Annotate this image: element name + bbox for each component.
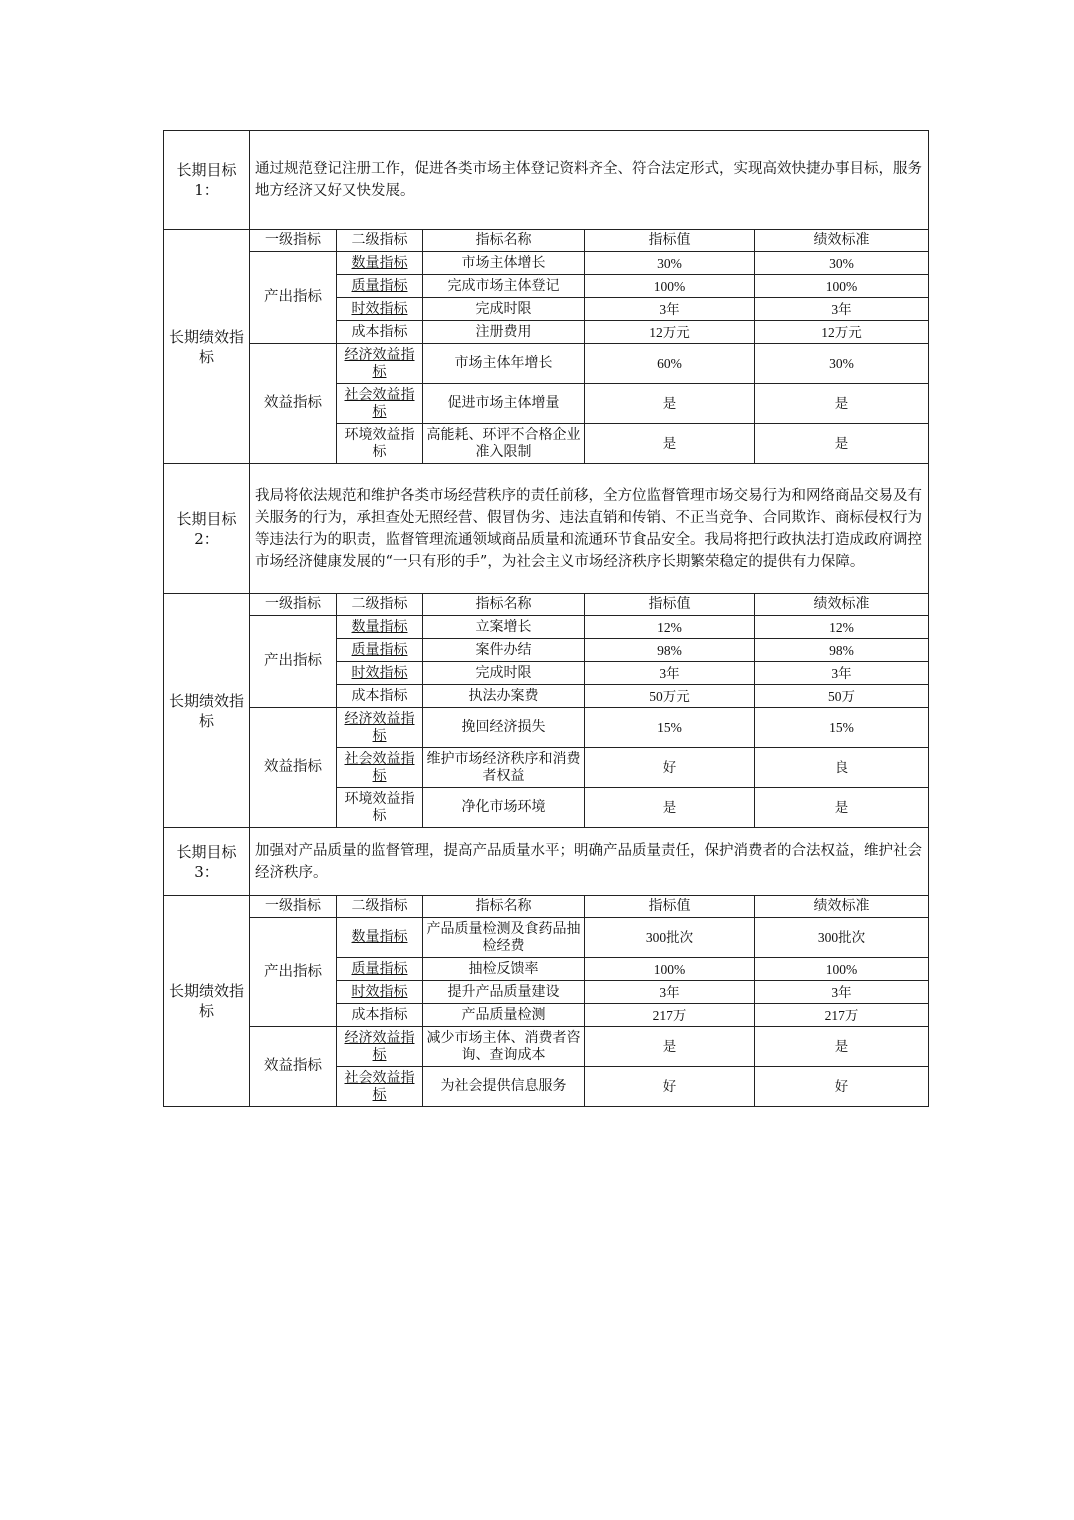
column-header: 二级指标 [337, 230, 423, 252]
level2-label: 质量指标 [351, 641, 408, 658]
indicator-value-cell: 是 [585, 788, 755, 828]
performance-standard-cell: 217万 [755, 1004, 929, 1027]
level2-cell [337, 424, 423, 464]
level2-cell [337, 748, 423, 788]
goal-label: 长期目标3： [164, 828, 250, 896]
perf-label: 长期绩效指标 [164, 594, 250, 828]
header-row [164, 896, 929, 918]
indicator-name-cell: 抽检反馈率 [423, 958, 585, 981]
table-row [164, 1027, 929, 1067]
indicator-value-cell: 100% [585, 958, 755, 981]
indicator-name-cell: 完成时限 [423, 298, 585, 321]
level2-label: 经济效益指标 [344, 710, 415, 744]
level2-cell [337, 662, 423, 685]
indicator-value-cell: 98% [585, 639, 755, 662]
level2-cell [337, 344, 423, 384]
indicator-name-cell: 案件办结 [423, 639, 585, 662]
level2-label: 时效指标 [351, 300, 408, 317]
performance-standard-cell: 12万元 [755, 321, 929, 344]
indicator-name-cell: 减少市场主体、消费者咨询、查询成本 [423, 1027, 585, 1067]
indicator-name-cell: 维护市场经济秩序和消费者权益 [423, 748, 585, 788]
level2-label: 经济效益指标 [344, 1029, 415, 1063]
indicator-value-cell: 30% [585, 252, 755, 275]
perf-label: 长期绩效指标 [164, 230, 250, 464]
performance-standard-cell: 是 [755, 384, 929, 424]
indicator-name-cell: 完成时限 [423, 662, 585, 685]
performance-standard-cell: 3年 [755, 298, 929, 321]
indicator-value-cell: 15% [585, 708, 755, 748]
performance-standard-cell: 良 [755, 748, 929, 788]
goal-row [164, 828, 929, 896]
indicator-value-cell: 好 [585, 1067, 755, 1107]
header-row [164, 230, 929, 252]
indicator-value-cell: 3年 [585, 298, 755, 321]
indicator-name-cell: 高能耗、环评不合格企业准入限制 [423, 424, 585, 464]
level2-cell [337, 639, 423, 662]
indicator-value-cell: 12万元 [585, 321, 755, 344]
column-header: 一级指标 [250, 896, 337, 918]
level2-label: 环境效益指标 [344, 790, 415, 824]
column-header: 指标值 [585, 594, 755, 616]
goal-row [164, 464, 929, 594]
level2-cell [337, 321, 423, 344]
column-header: 一级指标 [250, 594, 337, 616]
indicator-value-cell: 60% [585, 344, 755, 384]
column-header: 绩效标准 [755, 594, 929, 616]
indicator-value-cell: 好 [585, 748, 755, 788]
indicator-name-cell: 完成市场主体登记 [423, 275, 585, 298]
level1-cell: 效益指标 [250, 344, 337, 464]
level2-cell [337, 958, 423, 981]
performance-standard-cell: 300批次 [755, 918, 929, 958]
indicator-name-cell: 净化市场环境 [423, 788, 585, 828]
performance-standard-cell: 50万 [755, 685, 929, 708]
level1-cell: 产出指标 [250, 918, 337, 1027]
level2-cell [337, 685, 423, 708]
indicator-value-cell: 217万 [585, 1004, 755, 1027]
level1-cell: 效益指标 [250, 708, 337, 828]
performance-standard-cell: 100% [755, 958, 929, 981]
indicator-name-cell: 促进市场主体增量 [423, 384, 585, 424]
goal-label: 长期目标2： [164, 464, 250, 594]
indicator-name-cell: 执法办案费 [423, 685, 585, 708]
goal-text: 我局将依法规范和维护各类市场经营秩序的责任前移，全方位监督管理市场交易行为和网络商品交易及有关服务的行为，承担查处无照经营、假冒伪劣、违法直销和传销、不正当竞争、合同欺诈、商标侵权行为等违法行为的职责，监督管理流通领域商品质量和流通环节食品安全。我局将把行政执法打造成政府调控市场经济健康发展的“一只有形的手”，为社会主义市场经济秩序长期繁荣稳定的提供有力保障。 [250, 464, 929, 594]
level2-label: 数量指标 [351, 929, 408, 945]
level2-label: 社会效益指标 [344, 750, 415, 784]
level2-label: 成本指标 [351, 687, 408, 704]
level2-label: 社会效益指标 [344, 1069, 415, 1103]
level2-cell [337, 252, 423, 275]
column-header: 指标值 [585, 896, 755, 918]
performance-standard-cell: 是 [755, 1027, 929, 1067]
column-header: 指标名称 [423, 896, 585, 918]
goal-text: 加强对产品质量的监督管理，提高产品质量水平；明确产品质量责任，保护消费者的合法权益，维护社会经济秩序。 [250, 828, 929, 896]
goal-row [164, 131, 929, 230]
level2-label: 经济效益指标 [344, 346, 415, 380]
indicator-value-cell: 3年 [585, 662, 755, 685]
level2-cell [337, 981, 423, 1004]
column-header: 绩效标准 [755, 230, 929, 252]
indicator-value-cell: 是 [585, 384, 755, 424]
performance-standard-cell: 100% [755, 275, 929, 298]
performance-standard-cell: 好 [755, 1067, 929, 1107]
performance-standard-cell: 3年 [755, 662, 929, 685]
performance-standard-cell: 30% [755, 344, 929, 384]
column-header: 二级指标 [337, 594, 423, 616]
level2-label: 数量指标 [351, 254, 408, 271]
level2-label: 社会效益指标 [344, 386, 415, 420]
table-row [164, 344, 929, 384]
table-row [164, 708, 929, 748]
level2-label: 数量指标 [351, 618, 408, 635]
level2-label: 质量指标 [351, 277, 408, 294]
column-header: 指标名称 [423, 594, 585, 616]
indicator-value-cell: 12% [585, 616, 755, 639]
performance-table [163, 130, 929, 1107]
level2-cell [337, 1027, 423, 1067]
indicator-value-cell: 是 [585, 1027, 755, 1067]
level2-cell [337, 275, 423, 298]
indicator-name-cell: 产品质量检测及食药品抽检经费 [423, 918, 585, 958]
level2-label: 时效指标 [351, 664, 408, 681]
indicator-value-cell: 50万元 [585, 685, 755, 708]
table-row [164, 616, 929, 639]
column-header: 绩效标准 [755, 896, 929, 918]
indicator-value-cell: 300批次 [585, 918, 755, 958]
indicator-value-cell: 100% [585, 275, 755, 298]
level2-label: 时效指标 [351, 983, 408, 1000]
table-row [164, 918, 929, 958]
header-row [164, 594, 929, 616]
indicator-name-cell: 提升产品质量建设 [423, 981, 585, 1004]
indicator-value-cell: 3年 [585, 981, 755, 1004]
performance-standard-cell: 3年 [755, 981, 929, 1004]
indicator-name-cell: 产品质量检测 [423, 1004, 585, 1027]
performance-standard-cell: 15% [755, 708, 929, 748]
level1-cell: 效益指标 [250, 1027, 337, 1107]
level1-cell: 产出指标 [250, 252, 337, 344]
column-header: 一级指标 [250, 230, 337, 252]
performance-standard-cell: 是 [755, 788, 929, 828]
level2-cell [337, 1004, 423, 1027]
level2-cell [337, 384, 423, 424]
level2-cell [337, 298, 423, 321]
goal-text: 通过规范登记注册工作，促进各类市场主体登记资料齐全、符合法定形式，实现高效快捷办事目标，服务地方经济又好又快发展。 [250, 131, 929, 230]
column-header: 指标名称 [423, 230, 585, 252]
level2-cell [337, 918, 423, 958]
level2-cell [337, 1067, 423, 1107]
column-header: 指标值 [585, 230, 755, 252]
performance-standard-cell: 12% [755, 616, 929, 639]
table-row [164, 252, 929, 275]
goal-label: 长期目标1： [164, 131, 250, 230]
indicator-name-cell: 挽回经济损失 [423, 708, 585, 748]
indicator-name-cell: 市场主体增长 [423, 252, 585, 275]
level1-cell: 产出指标 [250, 616, 337, 708]
level2-label: 质量指标 [351, 960, 408, 977]
indicator-name-cell: 为社会提供信息服务 [423, 1067, 585, 1107]
performance-standard-cell: 98% [755, 639, 929, 662]
indicator-name-cell: 立案增长 [423, 616, 585, 639]
level2-cell [337, 708, 423, 748]
level2-cell [337, 616, 423, 639]
indicator-value-cell: 是 [585, 424, 755, 464]
column-header: 二级指标 [337, 896, 423, 918]
level2-label: 成本指标 [351, 323, 408, 340]
level2-label: 成本指标 [351, 1006, 408, 1023]
perf-label: 长期绩效指标 [164, 896, 250, 1107]
level2-cell [337, 788, 423, 828]
level2-label: 环境效益指标 [344, 426, 415, 460]
performance-standard-cell: 是 [755, 424, 929, 464]
indicator-name-cell: 市场主体年增长 [423, 344, 585, 384]
indicator-name-cell: 注册费用 [423, 321, 585, 344]
performance-standard-cell: 30% [755, 252, 929, 275]
